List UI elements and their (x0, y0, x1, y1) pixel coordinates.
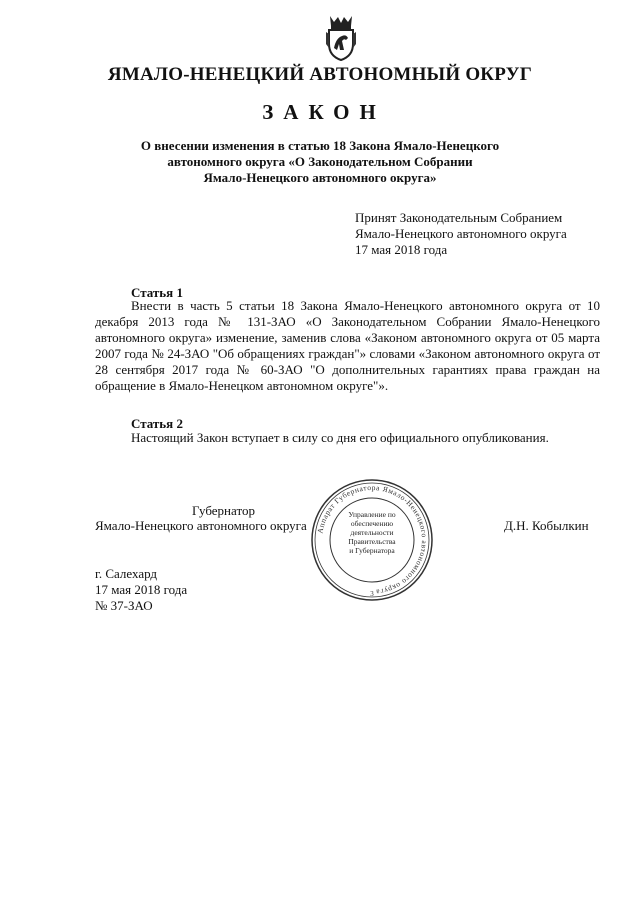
article-1-heading: Статья 1 (131, 285, 183, 300)
law-title (120, 138, 520, 186)
stamp-line: и Губернатора (349, 546, 395, 555)
document-type: ЗАКОН (262, 100, 386, 124)
adoption-line: Ямало-Ненецкого автономного округа (355, 226, 567, 241)
region-heading: ЯМАЛО-НЕНЕЦКИЙ АВТОНОМНЫЙ ОКРУГ (107, 64, 533, 85)
stamp-line: Правительства (348, 537, 396, 546)
coat-of-arms-icon (324, 14, 358, 62)
stamp-inner-text (335, 510, 409, 555)
signatory-name: Д.Н. Кобылкин (504, 518, 589, 533)
adoption-date: 17 мая 2018 года (355, 242, 448, 257)
article-2-text: Настоящий Закон вступает в силу со дня его официального опубликования. (131, 430, 549, 445)
stamp-ring-text: Аппарат Губернатора Ямало-Ненецкого автономного округа (315, 482, 430, 597)
article-1-text: Внести в часть 5 статьи 18 Закона Ямало-Ненецкого автономного округа от 10 декабря 2013 года № 131-ЗАО «О Законодательном Собрании Ямало-Ненецкого автономного округа» изменение, заменив слова «Законом автономного округа от 05 марта 2007 года № 24-ЗАО "Об обращениях граждан"» словами «Законом автономного округа от 28 сентября 2017 года № 60-ЗАО "О дополнительных гарантиях права граждан на обращение в Ямало-Ненецком автономном округе"». (95, 298, 600, 393)
stamp-line: деятельности (350, 528, 394, 537)
adoption-line: Принят Законодательным Собранием (355, 210, 563, 225)
law-title-line: Ямало-Ненецкого автономного округа» (203, 170, 437, 185)
document-footer (95, 566, 187, 614)
stamp-number: 3 (370, 590, 374, 598)
footer-date: 17 мая 2018 года (95, 582, 188, 597)
signatory-region: Ямало-Ненецкого автономного округа (95, 518, 307, 533)
footer-number: № 37-ЗАО (95, 598, 153, 613)
stamp-line: обеспечению (350, 519, 394, 528)
signatory-title: Губернатор (192, 503, 255, 518)
adoption-note (355, 210, 567, 258)
article-2-heading: Статья 2 (131, 416, 183, 431)
law-title-line: О внесении изменения в статью 18 Закона Ямало-Ненецкого (140, 138, 500, 153)
footer-city: г. Салехард (95, 566, 158, 581)
stamp-line: Управление по (348, 510, 396, 519)
law-title-line: автономного округа «О Законодательном Собрании (167, 154, 473, 169)
